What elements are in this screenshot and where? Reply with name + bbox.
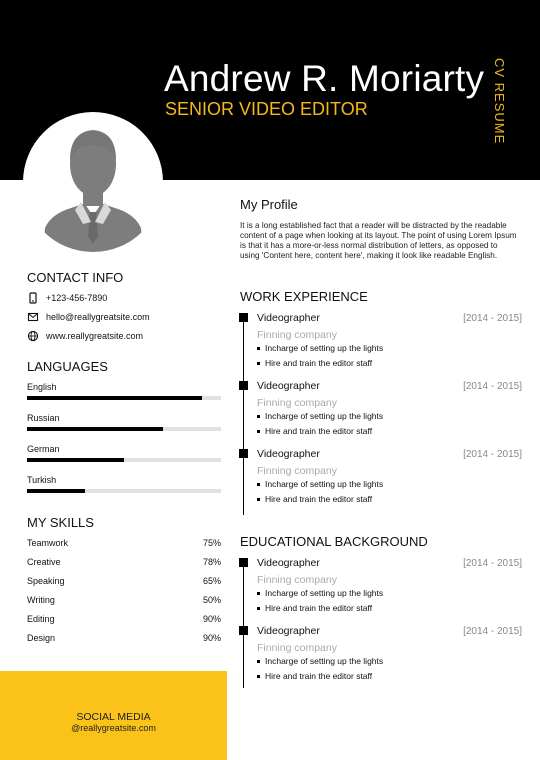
entry-bullet xyxy=(257,588,383,598)
timeline-marker xyxy=(239,381,248,390)
profile-text: It is a long established fact that a reader will be distracted by the readable content of a page when looking at its layout. The point of using Lorem Ipsum is that it has a more-or-less normal distribution of letters, as opposed to using 'Content here, content here', making it look like readable English. xyxy=(240,221,517,260)
language-name: Turkish xyxy=(27,475,57,485)
skills-section-title: MY SKILLS xyxy=(27,515,94,530)
timeline-marker xyxy=(239,626,248,635)
social-media-title: SOCIAL MEDIA xyxy=(76,711,151,723)
skill-value: 90% xyxy=(202,614,221,624)
entry-bullet xyxy=(257,494,372,504)
skill-name: Design xyxy=(27,633,56,643)
skill-row xyxy=(27,557,221,567)
entry-bullet xyxy=(257,656,383,666)
contact-email-row xyxy=(27,310,150,324)
skill-row xyxy=(27,633,221,643)
languages-section-title: LANGUAGES xyxy=(27,359,108,374)
timeline-marker xyxy=(239,313,248,322)
entry-bullet xyxy=(257,671,372,681)
avatar xyxy=(23,112,163,252)
entry-bullet-text: Hire and train the editor staff xyxy=(265,358,373,368)
entry-bullet xyxy=(257,411,383,421)
entry-date: [2014 - 2015] xyxy=(463,449,522,460)
skill-name: Editing xyxy=(27,614,55,624)
bullet-dot-icon xyxy=(257,607,260,610)
entry-title: Videographer xyxy=(257,557,320,569)
entry-company: Finning company xyxy=(257,465,337,477)
language-level-fill xyxy=(27,427,163,431)
skill-row xyxy=(27,538,221,548)
entry-bullet-text: Hire and train the editor staff xyxy=(265,426,373,436)
bullet-dot-icon xyxy=(257,660,260,663)
entry-bullet-text: Hire and train the editor staff xyxy=(265,494,373,504)
skill-name: Creative xyxy=(27,557,61,567)
cv-resume-label: CV RESUME xyxy=(492,58,507,145)
contact-website[interactable]: www.reallygreatsite.com xyxy=(46,331,144,341)
entry-bullet xyxy=(257,479,383,489)
language-level-fill xyxy=(27,396,202,400)
skill-value: 65% xyxy=(202,576,221,586)
language-level-track xyxy=(27,489,221,493)
social-media-handle[interactable]: @reallygreatsite.com xyxy=(71,723,156,733)
entry-title: Videographer xyxy=(257,625,320,637)
skill-name: Writing xyxy=(27,595,55,605)
bullet-dot-icon xyxy=(257,675,260,678)
language-name: German xyxy=(27,444,60,454)
contact-section-title: CONTACT INFO xyxy=(27,270,124,285)
skill-row xyxy=(27,614,221,624)
language-level-track xyxy=(27,427,221,431)
globe-icon xyxy=(27,330,39,342)
contact-phone-row xyxy=(27,291,107,305)
entry-date: [2014 - 2015] xyxy=(463,558,522,569)
entry-company: Finning company xyxy=(257,574,337,586)
bullet-dot-icon xyxy=(257,483,260,486)
entry-bullet-text: Incharge of setting up the lights xyxy=(265,343,384,353)
entry-company: Finning company xyxy=(257,642,337,654)
skill-value: 78% xyxy=(202,557,221,567)
social-media-box xyxy=(0,671,227,760)
work-timeline-line xyxy=(243,313,244,515)
profile-title: My Profile xyxy=(240,197,298,212)
contact-website-row xyxy=(27,329,143,343)
entry-date: [2014 - 2015] xyxy=(463,313,522,324)
skill-row xyxy=(27,595,221,605)
bullet-dot-icon xyxy=(257,498,260,501)
bullet-dot-icon xyxy=(257,592,260,595)
entry-bullet xyxy=(257,426,372,436)
entry-bullet xyxy=(257,358,372,368)
entry-date: [2014 - 2015] xyxy=(463,381,522,392)
language-name: English xyxy=(27,382,57,392)
work-section-title: WORK EXPERIENCE xyxy=(240,289,368,304)
contact-phone: +123-456-7890 xyxy=(46,293,108,303)
bullet-dot-icon xyxy=(257,362,260,365)
skill-name: Speaking xyxy=(27,576,65,586)
bullet-dot-icon xyxy=(257,415,260,418)
timeline-marker xyxy=(239,558,248,567)
entry-bullet-text: Incharge of setting up the lights xyxy=(265,479,384,489)
entry-bullet xyxy=(257,603,372,613)
skill-name: Teamwork xyxy=(27,538,69,548)
person-silhouette-icon xyxy=(23,112,163,252)
candidate-role: SENIOR VIDEO EDITOR xyxy=(165,99,368,119)
skill-row xyxy=(27,576,221,586)
entry-bullet-text: Incharge of setting up the lights xyxy=(265,588,384,598)
timeline-marker xyxy=(239,449,248,458)
skill-value: 75% xyxy=(202,538,221,548)
bullet-dot-icon xyxy=(257,347,260,350)
entry-date: [2014 - 2015] xyxy=(463,626,522,637)
phone-icon xyxy=(27,292,39,304)
entry-bullet-text: Hire and train the editor staff xyxy=(265,671,373,681)
entry-bullet-text: Incharge of setting up the lights xyxy=(265,656,384,666)
language-level-track xyxy=(27,396,221,400)
contact-email[interactable]: hello@reallygreatsite.com xyxy=(46,312,150,322)
entry-title: Videographer xyxy=(257,312,320,324)
entry-bullet-text: Hire and train the editor staff xyxy=(265,603,373,613)
language-name: Russian xyxy=(27,413,60,423)
entry-company: Finning company xyxy=(257,329,337,341)
entry-bullet xyxy=(257,343,383,353)
skill-value: 50% xyxy=(202,595,221,605)
language-level-fill xyxy=(27,489,85,493)
candidate-name: Andrew R. Moriarty xyxy=(164,58,485,99)
education-section-title: EDUCATIONAL BACKGROUND xyxy=(240,534,428,549)
bullet-dot-icon xyxy=(257,430,260,433)
skill-value: 90% xyxy=(202,633,221,643)
entry-title: Videographer xyxy=(257,380,320,392)
email-icon xyxy=(27,311,39,323)
language-level-track xyxy=(27,458,221,462)
education-timeline-line xyxy=(243,558,244,688)
entry-company: Finning company xyxy=(257,397,337,409)
language-level-fill xyxy=(27,458,124,462)
entry-title: Videographer xyxy=(257,448,320,460)
entry-bullet-text: Incharge of setting up the lights xyxy=(265,411,384,421)
